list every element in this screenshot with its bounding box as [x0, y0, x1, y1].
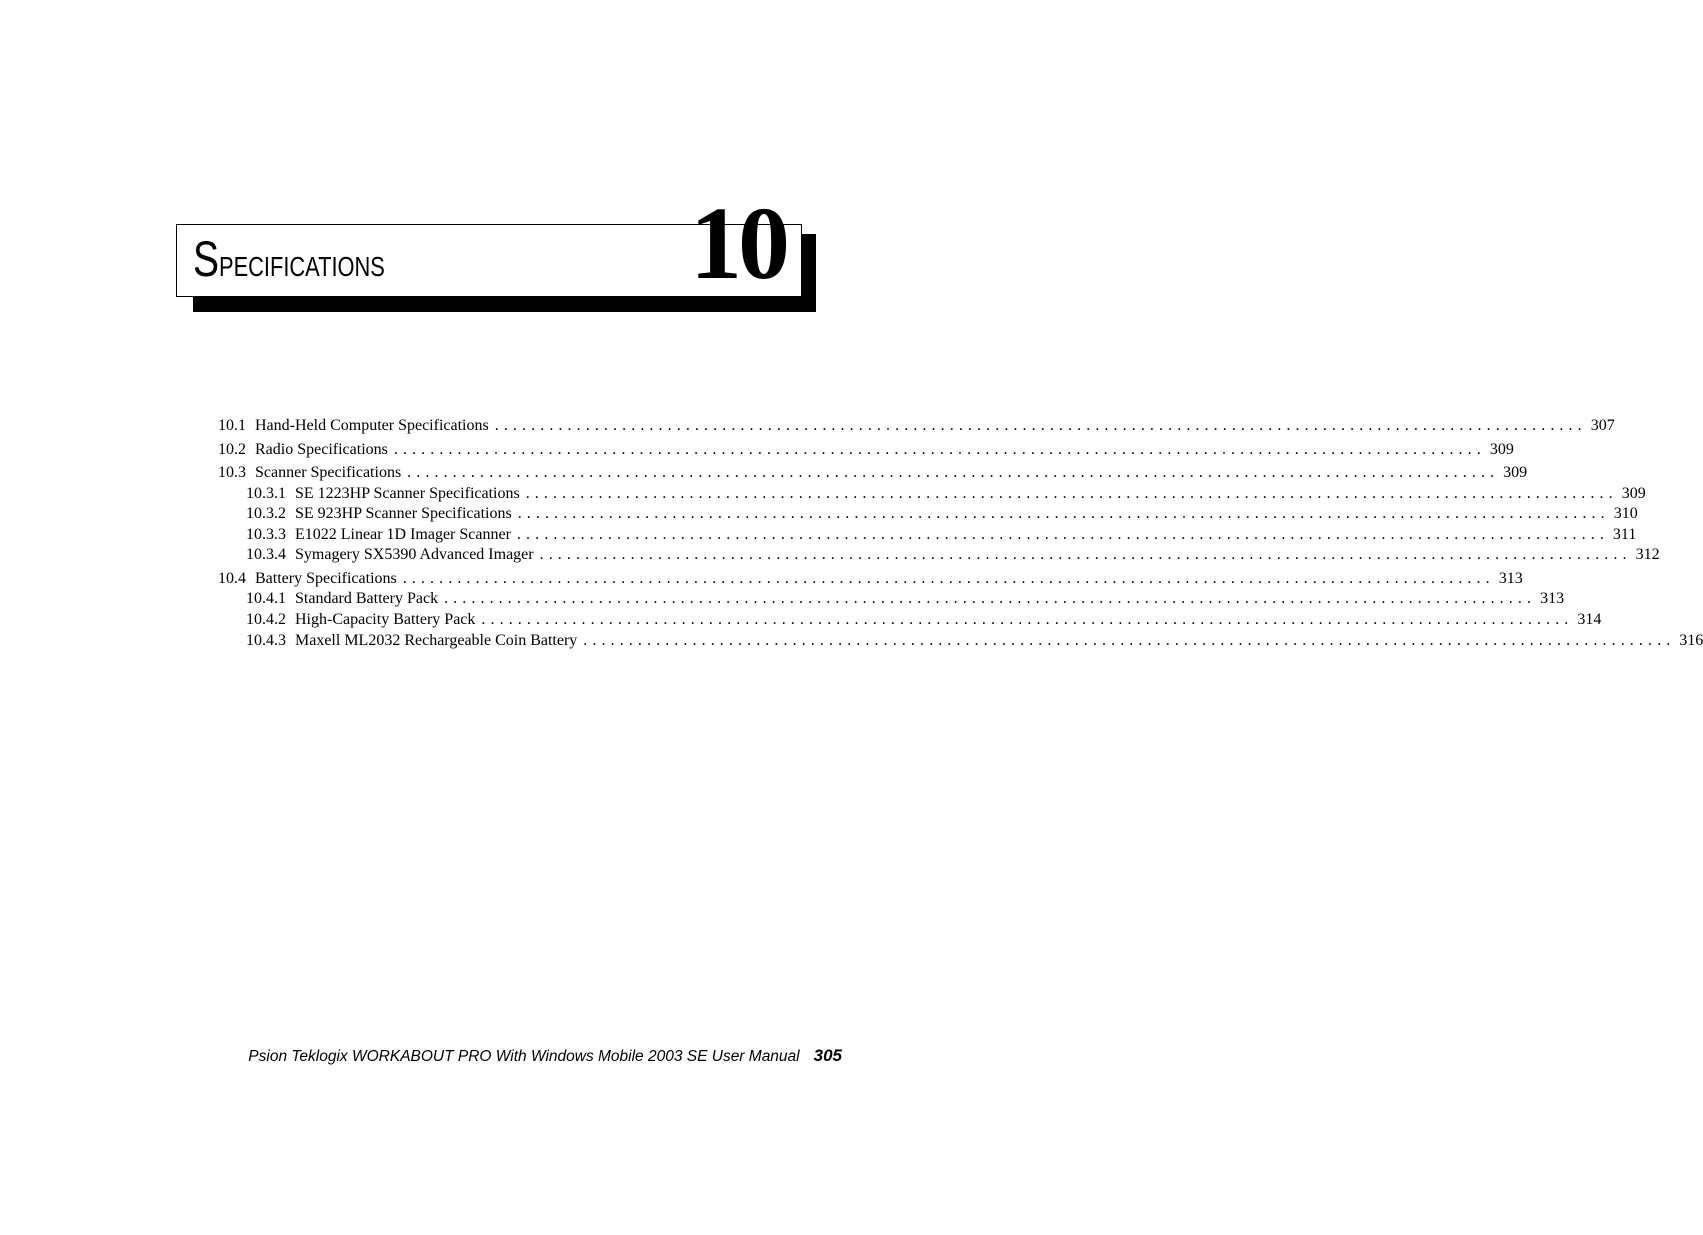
toc-entry[interactable] — [218, 484, 1646, 504]
toc-entry-title: Hand-Held Computer Specifications — [255, 417, 489, 434]
toc-dot-leader: ........................................................................................................................ — [393, 440, 1486, 458]
toc-entry-number: 10.4.3 — [246, 631, 286, 649]
toc-dot-leader: ........................................................................................................................ — [583, 631, 1676, 649]
toc-entry-title: Maxell ML2032 Rechargeable Coin Battery — [295, 631, 578, 649]
toc-dot-leader: ........................................................................................................................ — [481, 611, 1574, 629]
toc-entry[interactable] — [218, 589, 1565, 609]
toc-entry[interactable] — [218, 631, 1703, 651]
toc-entry-page: 312 — [1635, 546, 1660, 564]
toc-entry-number: 10.4 — [218, 569, 246, 587]
toc-entry-title: Scanner Specifications — [255, 464, 402, 481]
toc-entry-number: 10.4.2 — [246, 611, 286, 629]
toc-entry-number: 10.3.3 — [246, 525, 286, 543]
toc-entry-title: Battery Specifications — [255, 569, 397, 587]
toc-entry-title: Symagery SX5390 Advanced Imager — [295, 546, 534, 564]
page-footer — [248, 1046, 842, 1066]
toc-entry-number: 10.2 — [218, 440, 246, 458]
toc-dot-leader: ........................................................................................................................ — [407, 464, 1500, 481]
toc-entry-number: 10.3.1 — [246, 484, 286, 502]
toc-entry-number: 10.1 — [218, 417, 246, 434]
toc-entry-title: Standard Battery Pack — [295, 590, 439, 608]
toc-entry-page: 309 — [1489, 440, 1514, 458]
toc-entry-page: 313 — [1498, 569, 1523, 587]
toc-entry-page: 309 — [1621, 484, 1646, 502]
toc-entry-number: 10.3 — [218, 464, 246, 481]
toc-entry-number: 10.3.2 — [246, 505, 286, 523]
toc-entry-page: 310 — [1613, 505, 1638, 523]
toc-entry-number: 10.4.1 — [246, 590, 286, 608]
toc-entry-page: 316 — [1679, 631, 1703, 649]
toc-entry[interactable] — [218, 610, 1602, 630]
toc-entry[interactable] — [218, 416, 1615, 436]
chapter-number: 10 — [690, 186, 786, 301]
toc-entry-page: 314 — [1577, 611, 1602, 629]
toc-dot-leader: ........................................................................................................................ — [525, 484, 1618, 502]
toc-entry-title: E1022 Linear 1D Imager Scanner — [295, 525, 511, 543]
toc-dot-leader: ........................................................................................................................ — [539, 546, 1632, 564]
chapter-title-initial: S — [193, 231, 220, 287]
toc-entry[interactable] — [218, 463, 1528, 483]
footer-manual-title: Psion Teklogix WORKABOUT PRO With Windows Mobile 2003 SE User Manual — [248, 1048, 800, 1065]
chapter-title — [193, 231, 385, 287]
toc-dot-leader: ........................................................................................................................ — [402, 569, 1495, 587]
toc-entry-title: SE 923HP Scanner Specifications — [295, 505, 512, 523]
toc-dot-leader: ........................................................................................................................ — [494, 417, 1587, 434]
toc-entry[interactable] — [218, 545, 1660, 565]
toc-dot-leader: ........................................................................................................................ — [517, 505, 1610, 523]
toc-entry-page: 309 — [1503, 464, 1528, 481]
toc-entry-title: Radio Specifications — [255, 440, 388, 458]
toc-entry[interactable] — [218, 525, 1637, 545]
toc-entry[interactable] — [218, 440, 1514, 460]
toc-entry[interactable] — [218, 504, 1638, 524]
toc-dot-leader: ........................................................................................................................ — [516, 525, 1609, 543]
footer-page-number: 305 — [813, 1046, 842, 1065]
table-of-contents — [218, 416, 1703, 651]
toc-entry-page: 313 — [1540, 590, 1565, 608]
toc-entry-page: 307 — [1590, 417, 1615, 434]
toc-entry-number: 10.3.4 — [246, 546, 286, 564]
toc-entry-title: SE 1223HP Scanner Specifications — [295, 484, 520, 502]
toc-entry-title: High-Capacity Battery Pack — [295, 611, 476, 629]
toc-entry-page: 311 — [1612, 525, 1637, 543]
toc-dot-leader: ........................................................................................................................ — [444, 590, 1537, 608]
toc-entry[interactable] — [218, 569, 1523, 589]
chapter-title-rest: pecifications — [219, 241, 385, 285]
